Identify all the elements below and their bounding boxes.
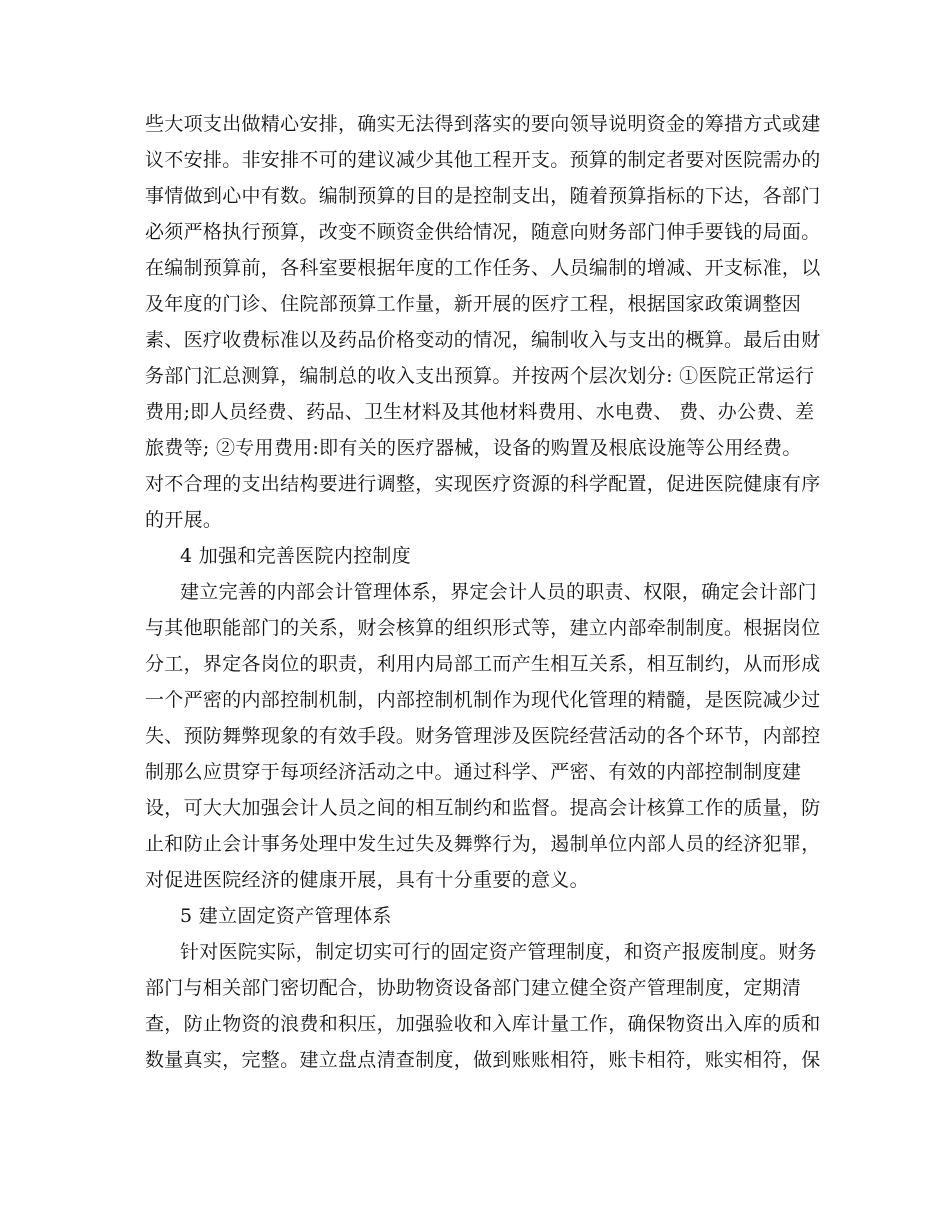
- text-line: 的开展。: [145, 509, 223, 531]
- text-line: 素、医疗收费标准以及药品价格变动的情况，编制收入与支出的概算。最后由财: [145, 329, 821, 351]
- text-line: 对不合理的支出结构要进行调整，实现医疗资源的科学配置，促进医院健康有序: [145, 473, 821, 495]
- text-line: 针对医院实际，制定切实可行的固定资产管理制度，和资产报废制度。财务: [180, 941, 817, 963]
- text-line: 旅费等; ②专用费用:即有关的医疗器械，设备的购置及根底设施等公用经费。: [145, 437, 802, 459]
- text-line: 止和防止会计事务处理中发生过失及舞弊行为，遏制单位内部人员的经济犯罪，: [145, 833, 821, 855]
- section-heading: 5 建立固定资产管理体系: [180, 905, 392, 927]
- text-line: 失、预防舞弊现象的有效手段。财务管理涉及医院经营活动的各个环节，内部控: [145, 725, 821, 747]
- text-line: 建立完善的内部会计管理体系，界定会计人员的职责、权限，确定会计部门: [180, 581, 817, 603]
- text-line: 议不安排。非安排不可的建议减少其他工程开支。预算的制定者要对医院需办的: [145, 149, 821, 171]
- text-line: 与其他职能部门的关系，财会核算的组织形式等，建立内部牵制制度。根据岗位: [145, 617, 821, 639]
- text-line: 设，可大大加强会计人员之间的相互制约和监督。提高会计核算工作的质量，防: [145, 797, 821, 819]
- section-heading: 4 加强和完善医院内控制度: [180, 545, 412, 567]
- text-line: 事情做到心中有数。编制预算的目的是控制支出，随着预算指标的下达，各部门: [145, 185, 821, 207]
- text-line: 必须严格执行预算，改变不顾资金供给情况，随意向财务部门伸手要钱的局面。: [145, 221, 821, 243]
- text-line: 一个严密的内部控制机制，内部控制机制作为现代化管理的精髓，是医院减少过: [145, 689, 821, 711]
- text-line: 对促进医院经济的健康开展，具有十分重要的意义。: [145, 869, 589, 891]
- text-line: 数量真实，完整。建立盘点清查制度，做到账账相符，账卡相符，账实相符，保: [145, 1049, 821, 1071]
- text-line: 部门与相关部门密切配合，协助物资设备部门建立健全资产管理制度，定期清: [145, 977, 802, 999]
- text-line: 费用;即人员经费、药品、卫生材料及其他材料费用、水电费、 费、办公费、差: [145, 401, 815, 423]
- text-line: 分工，界定各岗位的职责，利用内局部工而产生相互关系，相互制约，从而形成: [145, 653, 821, 675]
- text-line: 些大项支出做精心安排，确实无法得到落实的要向领导说明资金的筹措方式或建: [145, 113, 821, 135]
- text-line: 查，防止物资的浪费和积压，加强验收和入库计量工作，确保物资出入库的质和: [145, 1013, 821, 1035]
- text-line: 及年度的门诊、住院部预算工作量，新开展的医疗工程，根据国家政策调整因: [145, 293, 802, 315]
- text-line: 在编制预算前，各科室要根据年度的工作任务、人员编制的增减、开支标准，以: [145, 257, 821, 279]
- text-line: 务部门汇总测算，编制总的收入支出预算。并按两个层次划分: ①医院正常运行: [145, 365, 815, 387]
- text-line: 制那么应贯穿于每项经济活动之中。通过科学、严密、有效的内部控制制度建: [145, 761, 802, 783]
